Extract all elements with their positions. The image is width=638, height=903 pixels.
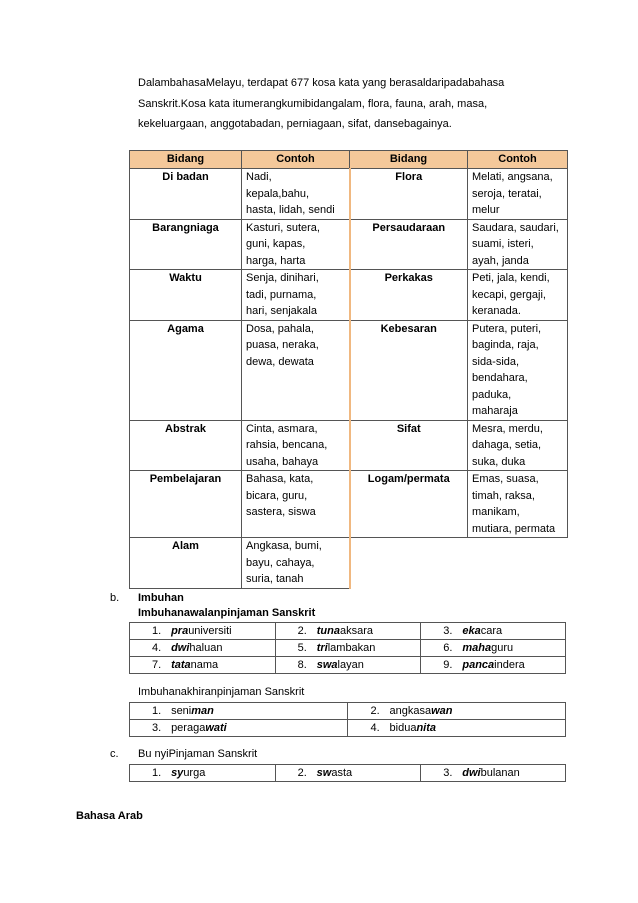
prefix-item [421,623,566,640]
suffix-item [348,720,566,737]
bahasa-arab-heading: Bahasa Arab [76,810,143,822]
bidang-cell: Abstrak [130,420,242,471]
header-bidang-2: Bidang [350,151,468,169]
root-text: universiti [188,625,232,637]
table-row [130,765,566,782]
root-text: peraga [171,722,206,734]
contoh-line: suami, isteri, [472,238,534,250]
table-row [130,640,566,657]
item-number: 3. [443,625,453,637]
table-header-row [130,151,568,169]
suffix-text: nita [416,722,437,734]
contoh-line: usaha, bahaya [246,455,319,468]
contoh-cell [468,471,568,538]
bidang-cell: Agama [130,320,242,420]
bidang-cell: Logam/permata [350,471,468,538]
prefix-item [275,640,421,657]
contoh-cell [242,538,350,589]
bidang-cell: Barangniaga [130,219,242,270]
root-text: haluan [189,642,223,654]
contoh-line: mutiara, permata [472,522,556,535]
awalan-title: Imbuhanawalanpinjaman Sanskrit [138,607,316,619]
prefix-item [130,623,276,640]
contoh-line: suka, duka [472,455,526,468]
contoh-cell [468,320,568,420]
prefix-item [421,657,566,674]
item-number: 2. [370,705,380,717]
prefix-text: panca [462,659,495,671]
item-number: 3. [443,767,453,779]
contoh-line: timah, raksa, [472,489,535,502]
sound-text: dwi [462,767,481,779]
suffix-item [130,703,348,720]
suffix-text: wan [431,705,453,717]
contoh-line: Bahasa, kata, [246,473,314,485]
contoh-line: bayu, cahaya, [246,556,315,569]
prefix-item [275,623,421,640]
item-number: 9. [443,659,453,671]
contoh-cell [468,420,568,471]
sound-text: sw [316,767,332,779]
root-text: layan [337,659,364,671]
contoh-line: paduka, [472,388,512,401]
awalan-table [129,622,566,674]
bidang-cell: Pembelajaran [130,471,242,538]
bidang-cell: Perkakas [350,270,468,321]
contoh-cell [242,420,350,471]
prefix-text: pra [171,625,189,637]
table-row [130,270,568,321]
intro-line-2: Sanskrit.Kosa kata itumerangkumibidangalam, flora, fauna, arah, masa, [138,97,488,110]
table-row [130,657,566,674]
contoh-line: Senja, dinihari, [246,272,319,284]
contoh-cell [242,219,350,270]
contoh-line: rahsia, bencana, [246,439,328,451]
sound-item [275,765,421,782]
root-text: indera [494,659,525,671]
prefix-text: dwi [171,642,190,654]
sanskrit-vocabulary-table [129,150,568,589]
section-b-letter: b. [110,592,120,604]
sound-text: sy [171,767,184,779]
root-text: bulanan [480,767,520,779]
contoh-line: dahaga, setia, [472,439,542,451]
suffix-item [348,703,566,720]
item-number: 7. [152,659,162,671]
contoh-line: Dosa, pahala, [246,322,314,335]
bidang-cell: Persaudaraan [350,219,468,270]
contoh-line: sastera, siswa [246,506,316,518]
contoh-cell [468,169,568,220]
header-bidang-1: Bidang [130,151,242,169]
empty-cell [350,538,568,589]
contoh-cell [468,219,568,270]
contoh-cell [242,320,350,420]
bidang-cell: Sifat [350,420,468,471]
contoh-line: Angkasa, bumi, [246,540,322,552]
bunyi-table [129,764,566,782]
root-text: cara [480,625,503,637]
root-text: seni [171,705,192,717]
bidang-cell: Alam [130,538,242,589]
item-number: 4. [152,642,162,654]
item-number: 4. [370,722,380,734]
contoh-line: sida-sida, [472,355,520,368]
item-number: 3. [152,722,162,734]
table-row [130,219,568,270]
prefix-item [275,657,421,674]
section-b-title: Imbuhan [138,592,184,604]
prefix-text: eka [462,625,481,637]
table-row [130,703,566,720]
contoh-line: ayah, janda [472,254,529,267]
item-number: 1. [152,767,162,779]
contoh-line: puasa, neraka, [246,339,319,351]
contoh-line: Nadi, [246,171,272,183]
prefix-item [130,657,276,674]
item-number: 6. [443,642,453,654]
contoh-line: bendahara, [472,372,528,384]
item-number: 1. [152,625,162,637]
item-number: 1. [152,705,162,717]
contoh-line: seroja, teratai, [472,187,542,200]
root-text: bidua [389,722,417,734]
contoh-line: bicara, guru, [246,489,308,502]
bidang-cell: Kebesaran [350,320,468,420]
contoh-line: baginda, raja, [472,339,539,351]
contoh-line: maharaja [472,405,518,417]
header-contoh-1: Contoh [242,151,350,169]
prefix-text: tata [171,659,191,671]
prefix-text: maha [462,642,492,654]
prefix-text: tuna [316,625,340,637]
table-row [130,471,568,538]
prefix-text: tri [316,642,328,654]
root-text: angkasa [389,705,432,717]
contoh-line: guni, kapas, [246,238,306,250]
item-number: 5. [297,642,307,654]
sound-item [130,765,276,782]
table-row [130,538,568,589]
contoh-line: Peti, jala, kendi, [472,272,550,284]
contoh-line: Emas, suasa, [472,473,539,485]
bidang-cell: Flora [350,169,468,220]
contoh-line: Melati, angsana, [472,171,553,183]
contoh-line: manikam, [472,506,520,518]
root-text: lambakan [327,642,376,654]
suffix-text: wati [205,722,227,734]
suffix-item [130,720,348,737]
sound-item [421,765,566,782]
table-row [130,169,568,220]
item-number: 8. [297,659,307,671]
table-row [130,720,566,737]
root-text: nama [190,659,219,671]
contoh-line: keranada. [472,305,521,317]
table-row [130,320,568,420]
contoh-cell [468,270,568,321]
item-number: 2. [297,625,307,637]
contoh-line: dewa, dewata [246,355,314,368]
contoh-cell [242,471,350,538]
prefix-item [421,640,566,657]
root-text: aksara [339,625,373,637]
contoh-line: melur [472,204,500,216]
table-row [130,420,568,471]
prefix-item [130,640,276,657]
contoh-line: Cinta, asmara, [246,422,318,435]
root-text: guru [491,642,514,654]
intro-paragraph [138,73,562,135]
prefix-text: swa [316,659,338,671]
akhiran-table [129,702,566,737]
contoh-line: kepala,bahu, [246,187,309,200]
intro-line-3: kekeluargaan, anggotabadan, perniagaan, sifat, dansebagainya. [138,118,452,130]
suffix-text: man [191,705,214,717]
akhiran-title: Imbuhanakhiranpinjaman Sanskrit [138,686,305,698]
contoh-line: Kasturi, sutera, [246,221,320,234]
contoh-cell [242,270,350,321]
contoh-line: Mesra, merdu, [472,422,543,435]
item-number: 2. [297,767,307,779]
contoh-line: suria, tanah [246,573,304,585]
header-contoh-2: Contoh [468,151,568,169]
table-row [130,623,566,640]
root-text: urga [183,767,206,779]
contoh-line: harga, harta [246,254,306,267]
contoh-line: hari, senjakala [246,305,317,317]
contoh-line: Saudara, saudari, [472,221,559,234]
bidang-cell: Waktu [130,270,242,321]
contoh-line: kecapi, gergaji, [472,288,546,301]
contoh-cell [242,169,350,220]
section-c-title: Bu nyiPinjaman Sanskrit [138,748,258,760]
contoh-line: Putera, puteri, [472,322,542,335]
section-c-letter: c. [110,748,119,760]
root-text: asta [331,767,353,779]
intro-line-1: DalambahasaMelayu, terdapat 677 kosa kata yang berasaldaripadabahasa [138,77,505,89]
contoh-line: tadi, purnama, [246,288,317,301]
bidang-cell: Di badan [130,169,242,220]
contoh-line: hasta, lidah, sendi [246,204,335,216]
